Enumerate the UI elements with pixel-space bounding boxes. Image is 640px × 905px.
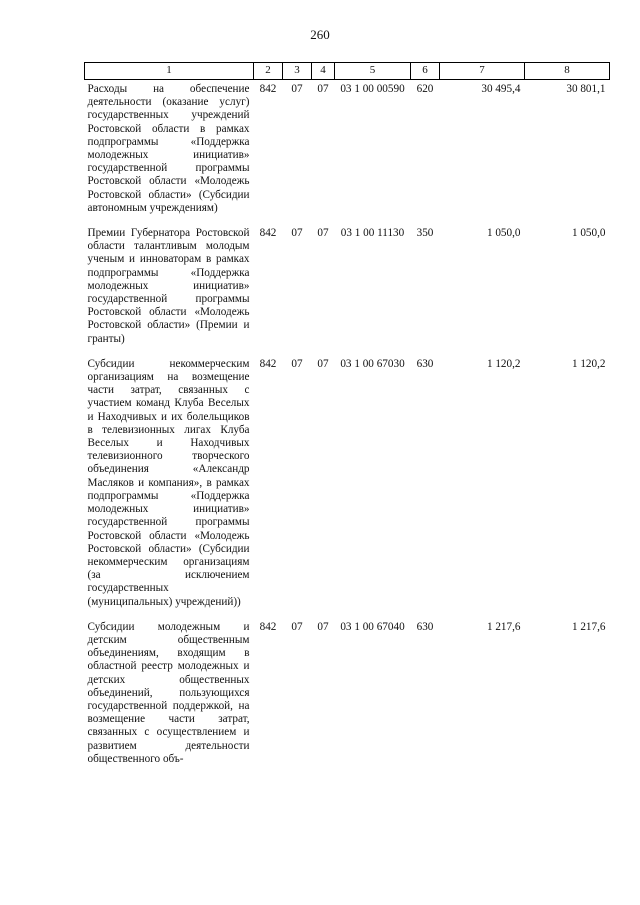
row-expense-type-code: 630 [416,357,434,370]
row-description: Премии Губернатора Ростовской области талантливым молодым ученым и инноваторам в рамках подпрограммы «Поддержка молодежных инициатив» государственной программы Ростовской области «Молодежь Ростовской области» (Премии и гранты) [87,227,250,345]
table-row [85,618,610,775]
header-col-2: 2 [254,63,283,80]
header-col-7: 7 [440,63,525,80]
row-amount-1: 1 217,6 [486,620,521,633]
page-number: 260 [310,27,330,42]
header-col-5: 5 [335,63,411,80]
header-col-3: 3 [283,63,312,80]
row-description: Расходы на обеспечение деятельности (оказание услуг) государственных учреждений Ростовской области в рамках подпрограммы «Поддержка молодежных инициатив» государственной программы Ростовской области «Молодежь Ростовской области» (Субсидии автономным учреждениям) [87,83,250,214]
row-subsection-code: 07 [317,357,329,370]
header-col-6: 6 [411,63,440,80]
row-amount-1: 30 495,4 [481,83,521,95]
row-description: Субсидии некоммерческим организациям на возмещение части затрат, связанных с участием команд Клуба Веселых и Находчивых и их болельщиков в телевизионных лигах Клуба Веселых и Находчивых телевизионного творческого объединения «Александр Масляков и компания», в рамках подпрограммы «Поддержка молодежных инициатив» государственной программы Ростовской области «Молодежь Ростовской области» (Субсидии некоммерческим организациям (за исключением государственных (муниципальных) учреждений)) [87,357,250,608]
row-section-code: 07 [291,227,303,240]
table-row [85,224,610,355]
row-target-code: 03 1 00 11130 [340,227,405,240]
row-amount-2: 1 050,0 [571,227,606,240]
row-subsection-code: 07 [317,83,329,95]
row-section-code: 07 [291,83,303,95]
row-ministry-code: 842 [259,83,277,95]
row-target-code: 03 1 00 67030 [340,357,405,370]
row-amount-2: 1 217,6 [571,620,606,633]
row-section-code: 07 [291,620,303,633]
row-ministry-code: 842 [259,357,277,370]
budget-table [84,62,610,775]
row-expense-type-code: 350 [416,227,434,240]
header-col-1: 1 [85,63,254,80]
row-target-code: 03 1 00 67040 [340,620,405,633]
row-amount-1: 1 050,0 [486,227,521,240]
row-ministry-code: 842 [259,227,277,240]
row-expense-type-code: 620 [416,83,434,95]
table-row [85,80,610,225]
header-col-8: 8 [525,63,610,80]
row-description: Субсидии молодежным и детским общественным объединениям, входящим в областной реестр молодежных и детских общественных объединений, пользующихся государственной поддержкой, на возмещение части затрат, связанных с осуществлением и развитием деятельности общественного объ- [87,620,250,765]
row-subsection-code: 07 [317,620,329,633]
row-subsection-code: 07 [317,227,329,240]
row-target-code: 03 1 00 00590 [340,83,405,95]
header-col-4: 4 [312,63,335,80]
row-expense-type-code: 630 [416,620,434,633]
row-amount-1: 1 120,2 [486,357,521,370]
header-row [85,63,610,80]
row-section-code: 07 [291,357,303,370]
table-row [85,355,610,618]
row-amount-2: 1 120,2 [571,357,606,370]
row-amount-2: 30 801,1 [566,83,606,95]
row-ministry-code: 842 [259,620,277,633]
